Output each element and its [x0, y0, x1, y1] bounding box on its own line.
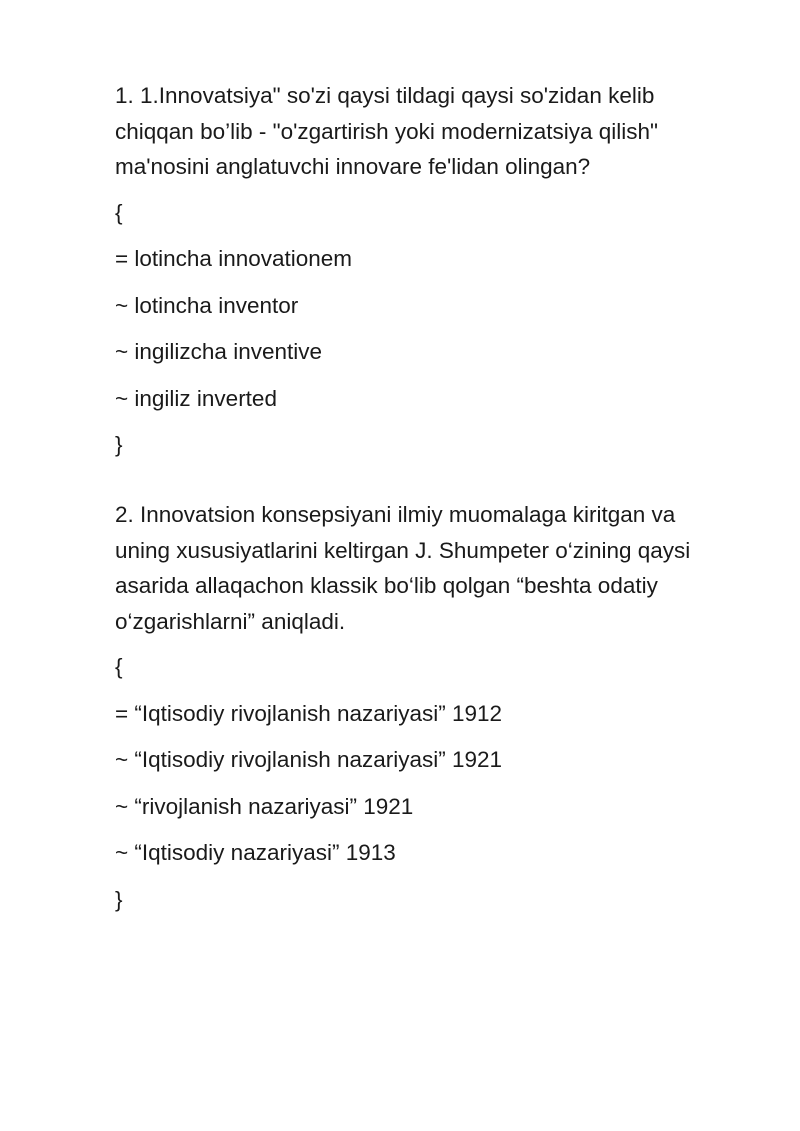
- answer-option: ~ ingilizcha inventive: [115, 339, 322, 364]
- answer-option: ~ ingiliz inverted: [115, 385, 277, 411]
- close-brace: }: [115, 886, 123, 912]
- answer-option: = lotincha innovationem: [115, 246, 353, 271]
- document-page: [115, 78, 735, 928]
- answer-option: ~ “rivojlanish nazariyasi” 1921: [115, 793, 414, 819]
- question-text: 2. Innovatsion konsepsiyani ilmiy muomalaga kiritgan va uning xususiyatlarini keltirgan J. Shumpeter o‘zining qaysi asarida allaqachon klassik bo‘lib qolgan “beshta odatiy o‘zgarishlarni” aniqladi.: [115, 502, 691, 634]
- open-brace: {: [115, 199, 123, 225]
- answer-option: ~ “Iqtisodiy rivojlanish nazariyasi” 1921: [115, 747, 503, 772]
- question-2: [115, 497, 735, 918]
- question-text: 1. 1.Innovatsiya" so'zi qaysi tildagi qaysi so'zidan kelib chiqqan bo’lib - "o'zgartirish yoki modernizatsiya qilish" ma'nosini anglatuvchi innovare fe'lidan olingan?: [115, 83, 659, 179]
- answer-option: = “Iqtisodiy rivojlanish nazariyasi” 1912: [115, 700, 503, 726]
- answer-option: ~ lotincha inventor: [115, 292, 299, 318]
- answer-option: ~ “Iqtisodiy nazariyasi” 1913: [115, 840, 396, 865]
- open-brace: {: [115, 654, 123, 679]
- question-1: [115, 78, 735, 463]
- close-brace: }: [115, 432, 123, 457]
